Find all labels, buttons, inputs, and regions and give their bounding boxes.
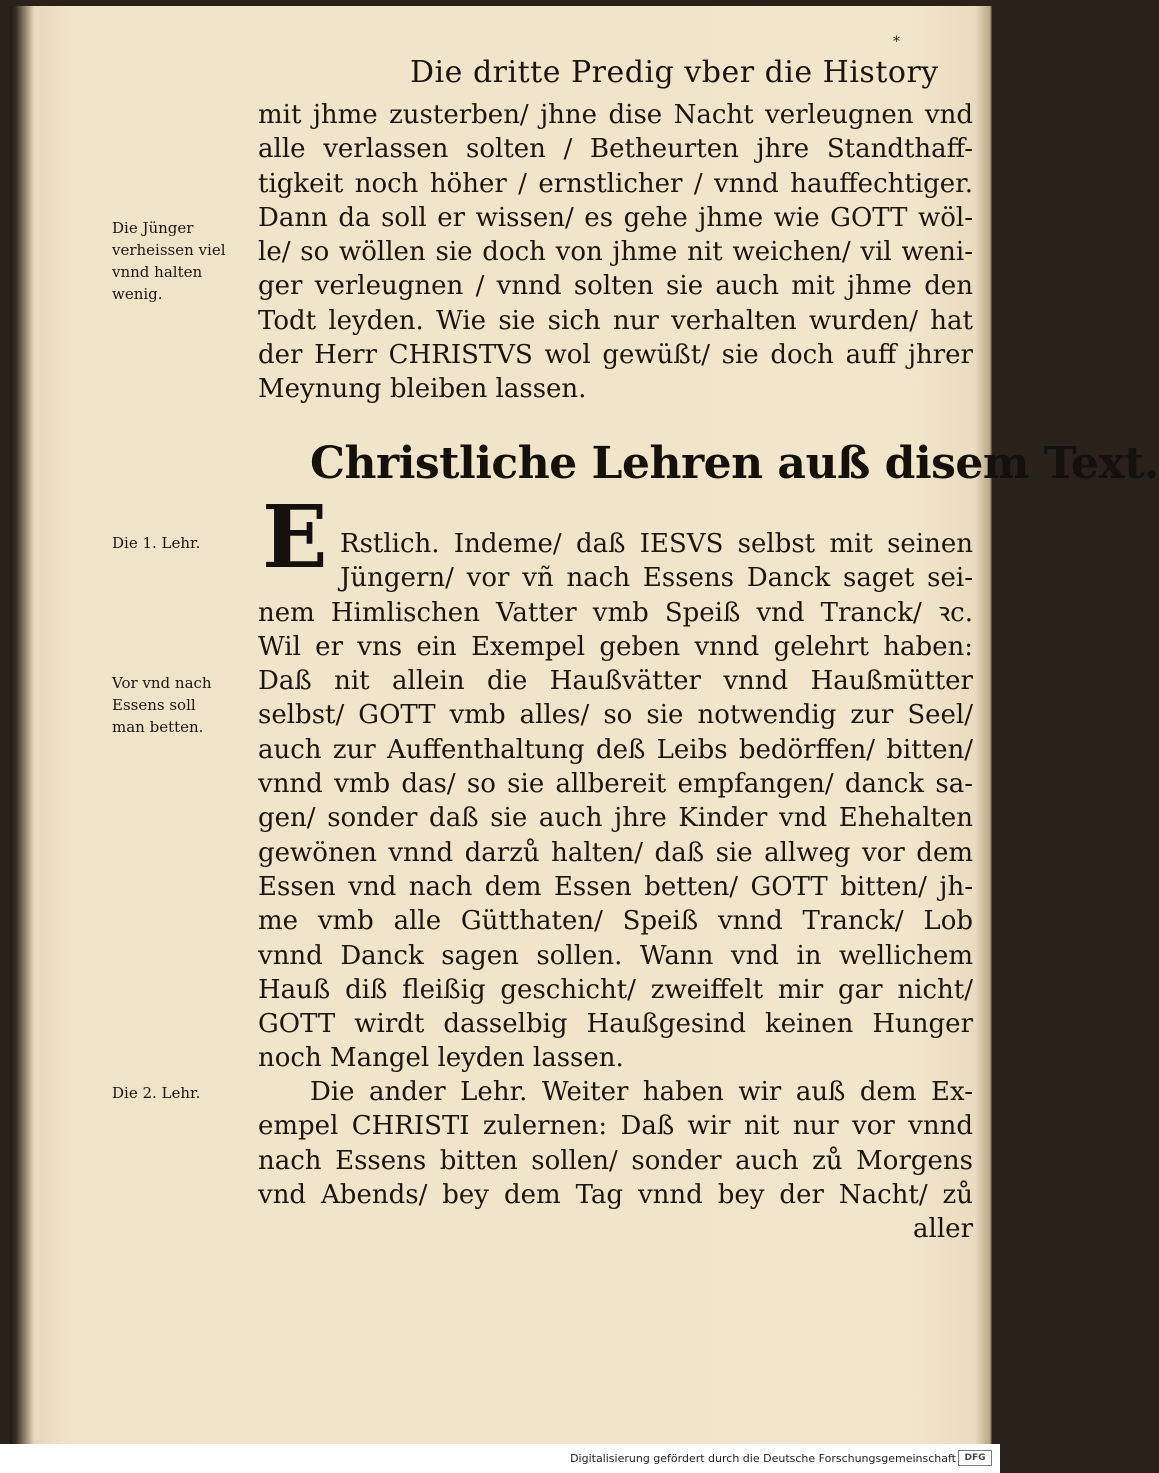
text-line: Die ander Lehr. Weiter haben wir auß dem Ex- xyxy=(310,1077,973,1107)
margin-note-line: man betten. xyxy=(112,718,204,736)
text-line: le/ so wöllen sie doch von jhme nit weichen/ vil weni- xyxy=(258,237,973,268)
drop-capital: E xyxy=(262,487,328,588)
lehre1-intro xyxy=(340,527,973,596)
lehre1-paragraph xyxy=(258,596,973,1076)
margin-note-line: Die 1. Lehr. xyxy=(112,534,201,552)
text-line: Dann da soll er wissen/ es gehe jhme wie GOTT wöl- xyxy=(258,202,973,233)
text-line: der Herr CHRISTVS wol gewüßt/ sie doch auff jhrer xyxy=(258,340,973,371)
footer-bar xyxy=(0,1444,1000,1473)
text-line: Essen vnd nach dem Essen betten/ GOTT bitten/ jh- xyxy=(258,871,973,902)
margin-note-line: Essens soll xyxy=(112,696,196,714)
margin-note-line: Vor vnd nach xyxy=(112,674,212,692)
text-line: Hauß diß fleißig geschicht/ zweiffelt mir gar nicht/ xyxy=(258,974,973,1005)
text-line: tigkeit noch höher / ernstlicher / vnnd hauffechtiger. xyxy=(258,168,973,199)
dfg-logo: DFG xyxy=(958,1450,992,1466)
margin-note-line: Die Jünger xyxy=(112,219,194,237)
text-line: gewönen vnnd darzů halten/ daß sie allweg vor dem xyxy=(258,837,973,868)
text-line: alle verlassen solten / Betheurten jhre Standthaff- xyxy=(258,134,973,165)
text-line: selbst/ GOTT vmb alles/ so sie notwendig zur Seel/ xyxy=(258,700,973,731)
text-line: GOTT wirdt dasselbig Haußgesind keinen Hunger xyxy=(258,1009,973,1040)
text-line: gen/ sonder daß sie auch jhre Kinder vnd Ehehalten xyxy=(258,803,973,834)
text-line: Rstlich. Indeme/ daß IESVS selbst mit seinen xyxy=(340,529,973,559)
margin-note xyxy=(112,1082,252,1104)
text-line: noch Mangel leyden lassen. xyxy=(258,1043,624,1074)
section-heading: Christliche Lehren auß disem Text. xyxy=(310,438,1159,489)
text-line: Todt leyden. Wie sie sich nur verhalten wurden/ hat xyxy=(258,305,973,336)
text-line: Wil er vns ein Exempel geben vnnd gelehrt haben: xyxy=(258,631,973,662)
text-line: Daß nit allein die Haußvätter vnnd Haußmütter xyxy=(258,666,973,697)
text-line: mit jhme zusterben/ jhne dise Nacht verleugnen vnd xyxy=(258,100,973,130)
margin-note-line: vnnd halten xyxy=(112,263,203,281)
text-line: Jüngern/ vor vñ nach Essens Danck saget sei- xyxy=(340,563,973,594)
margin-note xyxy=(112,532,252,554)
margin-note xyxy=(112,217,252,305)
catchword: aller xyxy=(913,1214,973,1245)
text-line: vnnd Danck sagen sollen. Wann vnd in wellichem xyxy=(258,940,973,971)
running-head: Die dritte Predig vber die History xyxy=(410,55,939,90)
text-line: auch zur Auffenthaltung deß Leibs bedörffen/ bitten/ xyxy=(258,734,973,765)
text-line: empel CHRISTI zulernen: Daß wir nit nur vor vnnd xyxy=(258,1111,973,1142)
text-line: nem Himlischen Vatter vmb Speiß vnd Tranck/ ꝛc. xyxy=(258,597,973,628)
text-line: vnd Abends/ bey dem Tag vnnd bey der Nacht/ zů xyxy=(258,1179,973,1210)
footer-credit: Digitalisierung gefördert durch die Deutsche Forschungsgemeinschaft xyxy=(570,1452,956,1465)
margin-note xyxy=(112,672,252,738)
top-paragraph xyxy=(258,98,973,407)
text-line: nach Essens bitten sollen/ sonder auch zů Morgens xyxy=(258,1145,973,1176)
text-line: me vmb alle Gütthaten/ Speiß vnnd Tranck/ Lob xyxy=(258,906,973,937)
margin-note-line: verheissen viel xyxy=(112,241,226,259)
text-line: ger verleugnen / vnnd solten sie auch mit jhme den xyxy=(258,271,973,302)
text-line: Meynung bleiben lassen. xyxy=(258,374,587,405)
page-mark: * xyxy=(893,34,900,50)
margin-note-line: wenig. xyxy=(112,285,163,303)
text-line: vnnd vmb das/ so sie allbereit empfangen/ danck sa- xyxy=(258,769,973,800)
margin-note-line: Die 2. Lehr. xyxy=(112,1084,201,1102)
lehre2-paragraph xyxy=(258,1075,973,1246)
